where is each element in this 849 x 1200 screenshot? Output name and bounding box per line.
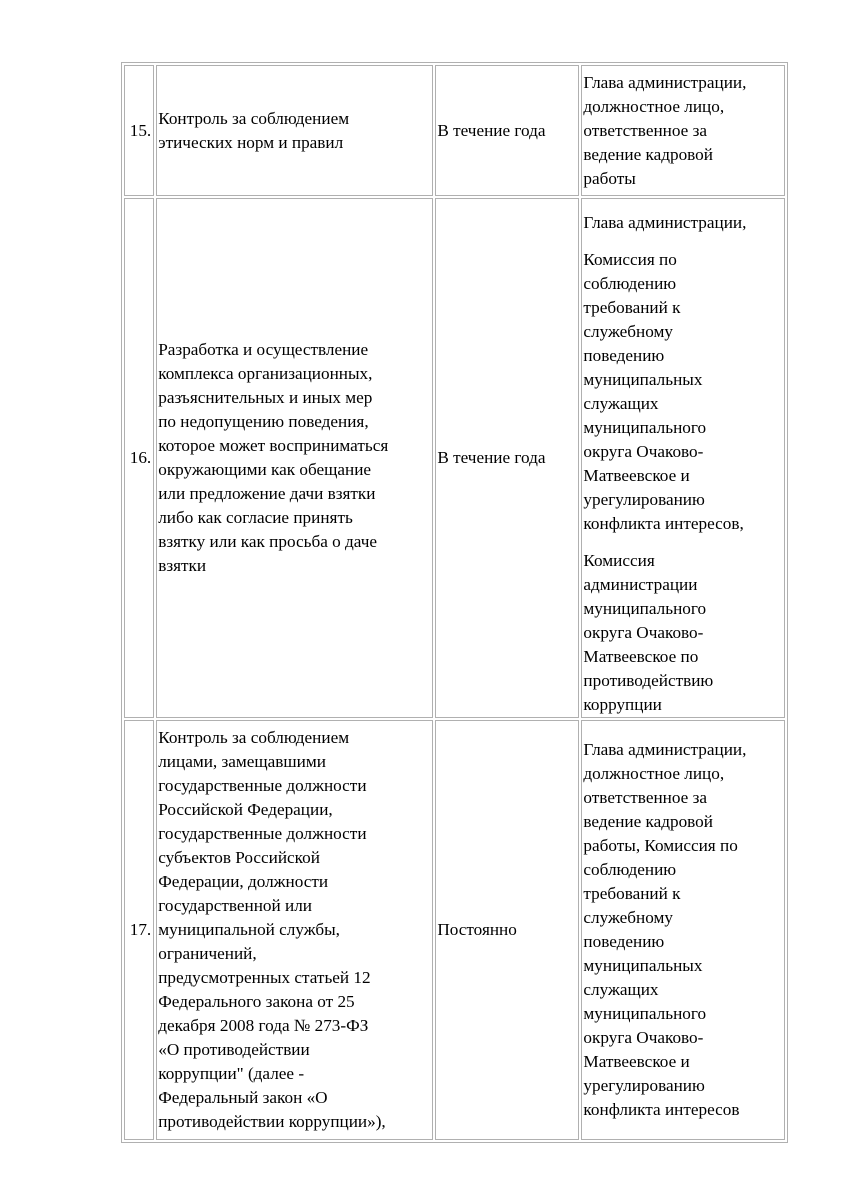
responsible-line: Матвеевское по (583, 647, 699, 666)
table-row (124, 720, 785, 1140)
row-number: 16. (124, 198, 154, 718)
description-line: «О противодействии (158, 1040, 310, 1059)
responsible-paragraph (583, 738, 784, 1122)
description-line: окружающими как обещание (158, 460, 372, 479)
responsible-line: ведение кадровой (583, 812, 713, 831)
responsible-line: округа Очаково- (583, 442, 704, 461)
responsible-paragraph (583, 549, 784, 717)
responsible-line: муниципальных (583, 956, 703, 975)
measure-description (156, 65, 433, 196)
description-line: Разработка и осуществление (158, 340, 369, 359)
responsible-line: муниципальных (583, 370, 703, 389)
responsible-parties (581, 65, 785, 196)
description-line: муниципальной службы, (158, 920, 340, 939)
execution-term: Постоянно (435, 720, 579, 1140)
responsible-line: соблюдению (583, 274, 677, 293)
description-line: по недопущению поведения, (158, 412, 369, 431)
responsible-parties (581, 720, 785, 1140)
row-number: 17. (124, 720, 154, 1140)
responsible-line: Матвеевское и (583, 1052, 690, 1071)
description-line: государственной или (158, 896, 312, 915)
description-line: ограничений, (158, 944, 257, 963)
responsible-line: служащих (583, 980, 659, 999)
responsible-line: служебному (583, 322, 673, 341)
description-line: коррупции" (далее - (158, 1064, 305, 1083)
responsible-line: Комиссия по (583, 250, 677, 269)
responsible-line: требований к (583, 298, 681, 317)
responsible-paragraph (583, 71, 784, 191)
responsible-line: округа Очаково- (583, 1028, 704, 1047)
description-line: которое может восприниматься (158, 436, 389, 455)
description-line: противодействии коррупции»), (158, 1112, 386, 1131)
description-line: либо как согласие принять (158, 508, 353, 527)
description-line: разъяснительных и иных мер (158, 388, 373, 407)
responsible-line: противодействию (583, 671, 714, 690)
description-line: декабря 2008 года № 273-ФЗ (158, 1016, 369, 1035)
responsible-line: муниципального (583, 1004, 707, 1023)
responsible-line: ведение кадровой (583, 144, 713, 164)
responsible-line: муниципального (583, 599, 707, 618)
measure-description (156, 198, 433, 718)
responsible-parties (581, 198, 785, 718)
responsible-line: урегулированию (583, 490, 705, 509)
description-line: Федерального закона от 25 (158, 992, 355, 1011)
responsible-paragraph (583, 211, 784, 235)
description-line: субъектов Российской (158, 848, 320, 867)
description-line: государственные должности (158, 824, 367, 843)
responsible-line: требований к (583, 884, 681, 903)
description-line: Контроль за соблюдением (158, 108, 350, 128)
responsible-line: конфликта интересов (583, 1100, 740, 1119)
execution-term: В течение года (435, 65, 579, 196)
description-line: лицами, замещавшими (158, 752, 326, 771)
responsible-paragraph (583, 248, 784, 536)
table-row (124, 65, 785, 196)
responsible-line: Глава администрации, (583, 72, 747, 92)
responsible-line: поведению (583, 932, 665, 951)
description-line: или предложение дачи взятки (158, 484, 376, 503)
responsible-line: ответственное за (583, 120, 707, 140)
description-line: Контроль за соблюдением (158, 728, 350, 747)
responsible-line: должностное лицо, (583, 96, 725, 116)
responsible-line: должностное лицо, (583, 764, 725, 783)
responsible-line: коррупции (583, 695, 662, 714)
responsible-line: урегулированию (583, 1076, 705, 1095)
description-line: взятку или как просьба о даче (158, 532, 377, 551)
responsible-line: администрации (583, 575, 698, 594)
description-line: предусмотренных статьей 12 (158, 968, 371, 987)
responsible-line: Глава администрации, (583, 740, 747, 759)
measure-description (156, 720, 433, 1140)
responsible-line: служащих (583, 394, 659, 413)
description-line: Федеральный закон «О (158, 1088, 328, 1107)
responsible-line: ответственное за (583, 788, 707, 807)
row-number: 15. (124, 65, 154, 196)
responsible-line: служебному (583, 908, 673, 927)
table-body (124, 65, 785, 1140)
responsible-line: конфликта интересов, (583, 514, 744, 533)
responsible-line: Глава администрации, (583, 213, 747, 232)
description-line: этических норм и правил (158, 132, 344, 152)
execution-term: В течение года (435, 198, 579, 718)
measures-table (121, 62, 788, 1143)
responsible-line: соблюдению (583, 860, 677, 879)
responsible-line: поведению (583, 346, 665, 365)
responsible-line: работы, Комиссия по (583, 836, 738, 855)
description-line: Федерации, должности (158, 872, 329, 891)
responsible-line: муниципального (583, 418, 707, 437)
responsible-line: работы (583, 168, 636, 188)
description-line: государственные должности (158, 776, 367, 795)
responsible-line: Комиссия (583, 551, 655, 570)
table-row (124, 198, 785, 718)
responsible-line: округа Очаково- (583, 623, 704, 642)
responsible-line: Матвеевское и (583, 466, 690, 485)
description-line: комплекса организационных, (158, 364, 373, 383)
description-line: взятки (158, 556, 207, 575)
description-line: Российской Федерации, (158, 800, 333, 819)
